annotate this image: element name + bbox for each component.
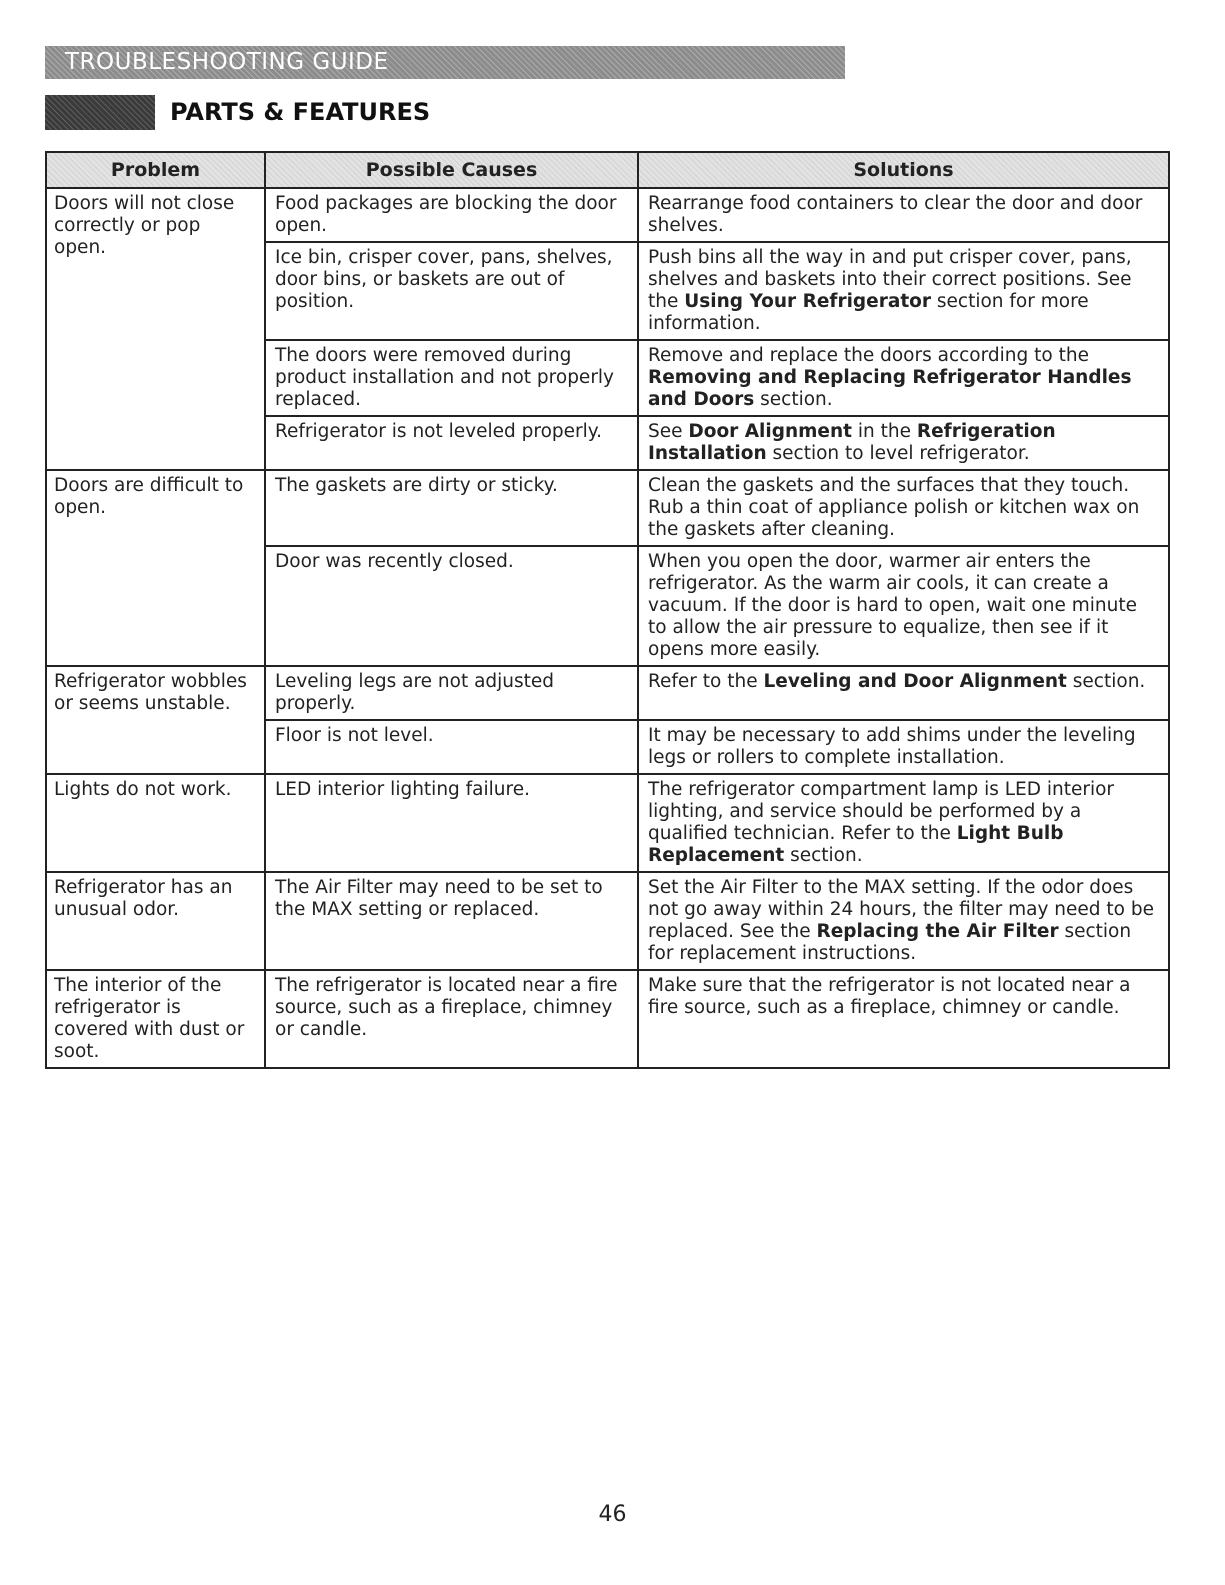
section-reference: Using Your Refrigerator [684,291,932,312]
solution-cell [638,546,1169,666]
solution-cell [638,774,1169,872]
solution-text: Refer to the [648,671,764,692]
cause-cell: Ice bin, crisper cover, pans, shelves, door bins, or baskets are out of position. [265,242,638,340]
table-header-row [46,152,1169,188]
problem-cell: The interior of the refrigerator is covered with dust or soot. [46,970,265,1068]
cause-cell: Leveling legs are not adjusted properly. [265,666,638,720]
solution-cell [638,188,1169,242]
section-title: PARTS & FEATURES [170,98,431,126]
table-row [46,774,1169,872]
solution-text: Push bins all the way in and put crisper cover, pans, shelves and baskets into their correct positions. See the [648,247,1132,312]
section-reference: Door Alignment [688,421,852,442]
solution-text: Rearrange food containers to clear the door and door shelves. [648,193,1143,236]
cause-cell: Refrigerator is not leveled properly. [265,416,638,470]
section-reference: Leveling and Door Alignment [763,671,1067,692]
solution-cell [638,970,1169,1068]
cause-cell: Floor is not level. [265,720,638,774]
solution-text: Make sure that the refrigerator is not located near a fire source, such as a fireplace, chimney or candle. [648,975,1131,1018]
table-row [46,970,1169,1068]
solution-text: section. [784,845,863,866]
problem-cell: Refrigerator has an unusual odor. [46,872,265,970]
troubleshooting-guide-banner: TROUBLESHOOTING GUIDE [45,46,845,79]
cause-cell: Food packages are blocking the door open. [265,188,638,242]
header-possible-causes: Possible Causes [265,152,638,188]
problem-cell: Lights do not work. [46,774,265,872]
solution-cell [638,872,1169,970]
cause-cell: The Air Filter may need to be set to the MAX setting or replaced. [265,872,638,970]
problem-cell: Doors are difficult to open. [46,470,265,666]
solution-text: section to level refrigerator. [766,443,1030,464]
solution-text: section for more information. [648,291,1089,334]
solution-text: section. [1066,671,1146,692]
solution-text: Set the Air Filter to the MAX setting. If the odor does not go away within 24 hours, the filter may need to be replaced. See the [648,877,1154,942]
solution-cell [638,416,1169,470]
cause-cell: LED interior lighting failure. [265,774,638,872]
problem-cell: Refrigerator wobbles or seems unstable. [46,666,265,774]
solution-text: See [648,421,689,442]
cause-cell: The gaskets are dirty or sticky. [265,470,638,546]
section-reference: Replacing the Air Filter [816,921,1059,942]
solution-cell [638,470,1169,546]
table-body [46,188,1169,1068]
header-solutions: Solutions [638,152,1169,188]
solution-text: section. [754,389,833,410]
section-reference: Light Bulb Replacement [648,823,1064,866]
solution-cell [638,242,1169,340]
table-row [46,188,1169,242]
header-problem: Problem [46,152,265,188]
solution-text: in the [851,421,917,442]
table-row [46,666,1169,720]
cause-cell: The doors were removed during product installation and not properly replaced. [265,340,638,416]
solution-cell [638,720,1169,774]
solution-text: Remove and replace the doors according to the [648,345,1089,366]
troubleshooting-table [45,151,1170,1069]
page-number: 46 [598,1502,627,1527]
solution-text: section for replacement instructions. [648,921,1132,964]
section-marker-bar [45,95,155,130]
solution-cell [638,340,1169,416]
solution-text: When you open the door, warmer air enters the refrigerator. As the warm air cools, it can create a vacuum. If the door is hard to open, wait one minute to allow the air pressure to equalize, then see if it opens more easily. [648,551,1137,660]
cause-cell: Door was recently closed. [265,546,638,666]
solution-text: The refrigerator compartment lamp is LED interior lighting, and service should be performed by a qualified technician. Refer to the [648,779,1115,844]
solution-cell [638,666,1169,720]
table-row [46,470,1169,546]
section-reference: Refrigeration Installation [648,421,1056,464]
problem-cell: Doors will not close correctly or pop open. [46,188,265,470]
section-reference: Removing and Replacing Refrigerator Handles and Doors [648,367,1132,410]
solution-text: It may be necessary to add shims under the leveling legs or rollers to complete installation. [648,725,1136,768]
table-row [46,872,1169,970]
cause-cell: The refrigerator is located near a fire source, such as a fireplace, chimney or candle. [265,970,638,1068]
solution-text: Clean the gaskets and the surfaces that they touch. Rub a thin coat of appliance polish or kitchen wax on the gaskets after cleaning. [648,475,1140,540]
